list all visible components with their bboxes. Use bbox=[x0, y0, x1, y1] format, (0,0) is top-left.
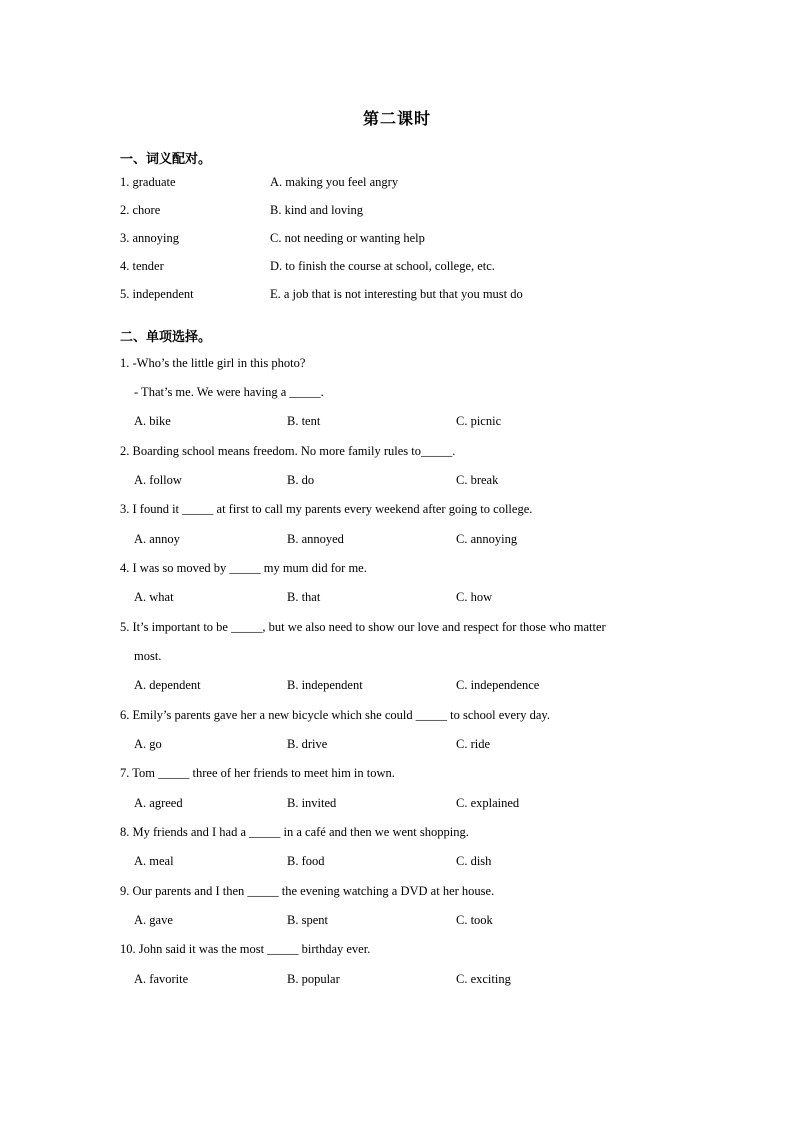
question-stem: 4. I was so moved by _____ my mum did for me. bbox=[120, 561, 367, 575]
question-options bbox=[134, 473, 694, 491]
option-b: B. annoyed bbox=[287, 532, 344, 546]
option-b: B. spent bbox=[287, 913, 328, 927]
question-options bbox=[134, 414, 694, 432]
matching-word: 5. independent bbox=[120, 287, 194, 301]
matching-word: 3. annoying bbox=[120, 231, 180, 245]
option-b: B. food bbox=[287, 854, 325, 868]
option-a: A. meal bbox=[134, 854, 174, 868]
question-options bbox=[134, 532, 694, 550]
option-b: B. drive bbox=[287, 737, 328, 751]
option-b: B. tent bbox=[287, 414, 321, 428]
question-stem: 9. Our parents and I then _____ the evening watching a DVD at her house. bbox=[120, 884, 495, 898]
option-b: B. that bbox=[287, 590, 321, 604]
option-a: A. what bbox=[134, 590, 174, 604]
option-a: A. agreed bbox=[134, 796, 183, 810]
question-stem: 1. -Who’s the little girl in this photo? bbox=[120, 356, 306, 370]
option-c: C. how bbox=[456, 590, 493, 604]
option-c: C. ride bbox=[456, 737, 491, 751]
question-options bbox=[134, 590, 694, 608]
option-a: A. annoy bbox=[134, 532, 180, 546]
question-options bbox=[134, 972, 694, 990]
question-stem: 5. It’s important to be _____, but we also need to show our love and respect for those who matter bbox=[120, 620, 606, 634]
question-continuation: most. bbox=[134, 649, 162, 663]
question-options bbox=[134, 678, 694, 696]
option-c: C. explained bbox=[456, 796, 520, 810]
option-b: B. popular bbox=[287, 972, 340, 986]
option-c: C. took bbox=[456, 913, 493, 927]
option-c: C. annoying bbox=[456, 532, 518, 546]
option-a: A. dependent bbox=[134, 678, 201, 692]
option-c: C. independence bbox=[456, 678, 540, 692]
option-b: B. invited bbox=[287, 796, 337, 810]
question-options bbox=[134, 854, 694, 872]
option-c: C. dish bbox=[456, 854, 492, 868]
matching-word: 4. tender bbox=[120, 259, 164, 273]
question-options bbox=[134, 737, 694, 755]
option-b: B. independent bbox=[287, 678, 363, 692]
option-a: A. gave bbox=[134, 913, 173, 927]
question-stem: 10. John said it was the most _____ birthday ever. bbox=[120, 942, 371, 956]
question-stem: 6. Emily’s parents gave her a new bicycle which she could _____ to school every day. bbox=[120, 708, 550, 722]
option-a: A. follow bbox=[134, 473, 182, 487]
matching-definition: E. a job that is not interesting but that you must do bbox=[270, 287, 523, 301]
matching-word: 1. graduate bbox=[120, 175, 176, 189]
question-options bbox=[134, 913, 694, 931]
question-stem: 3. I found it _____ at first to call my parents every weekend after going to college. bbox=[120, 502, 533, 516]
page-title: 第二课时 bbox=[362, 109, 431, 128]
question-stem: 7. Tom _____ three of her friends to meet him in town. bbox=[120, 766, 395, 780]
section-heading-multiple-choice: 二、单项选择。 bbox=[120, 330, 212, 345]
matching-definition: B. kind and loving bbox=[270, 203, 364, 217]
option-a: A. go bbox=[134, 737, 162, 751]
option-c: C. break bbox=[456, 473, 499, 487]
option-c: C. picnic bbox=[456, 414, 502, 428]
question-options bbox=[134, 796, 694, 814]
section-heading-matching: 一、词义配对。 bbox=[120, 152, 212, 167]
matching-definition: C. not needing or wanting help bbox=[270, 231, 425, 245]
matching-definition: D. to finish the course at school, college, etc. bbox=[270, 259, 495, 273]
question-stem: 8. My friends and I had a _____ in a café and then we went shopping. bbox=[120, 825, 469, 839]
option-a: A. favorite bbox=[134, 972, 189, 986]
matching-word: 2. chore bbox=[120, 203, 161, 217]
option-a: A. bike bbox=[134, 414, 171, 428]
matching-definition: A. making you feel angry bbox=[270, 175, 399, 189]
option-c: C. exciting bbox=[456, 972, 511, 986]
question-continuation: - That’s me. We were having a _____. bbox=[134, 385, 324, 399]
question-stem: 2. Boarding school means freedom. No more family rules to_____. bbox=[120, 444, 456, 458]
option-b: B. do bbox=[287, 473, 315, 487]
